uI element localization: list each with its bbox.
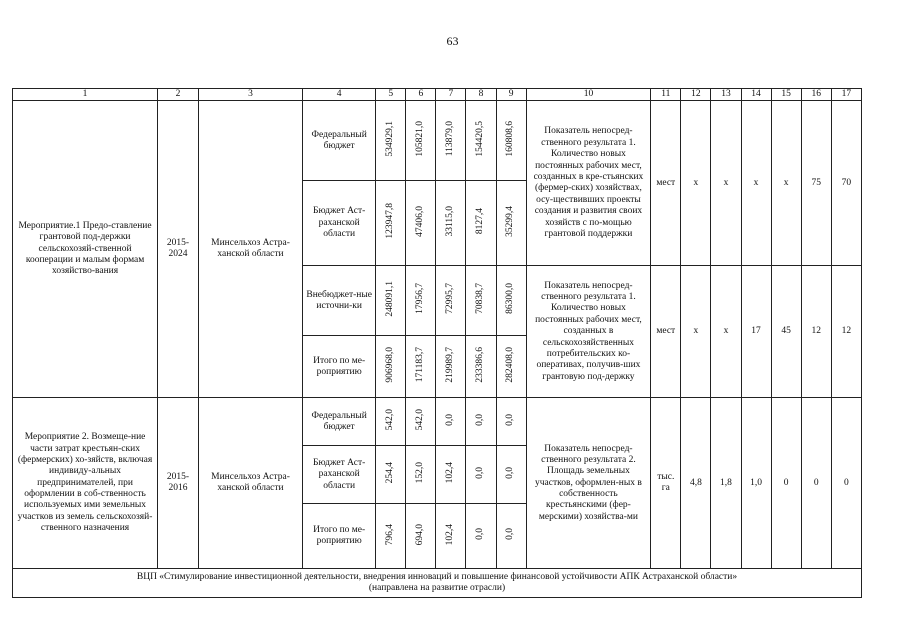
amount-year: 86300,0 — [505, 283, 516, 315]
amount-total: 906968,0 — [385, 346, 396, 383]
indicator-value: х — [681, 101, 711, 266]
amount-year: 102,4 — [445, 523, 456, 545]
indicator-value: 70 — [831, 101, 861, 266]
col-header: 12 — [681, 89, 711, 101]
funding-source: Федеральный бюджет — [303, 398, 376, 446]
amount-year: 152,0 — [415, 462, 426, 484]
col-header: 9 — [496, 89, 526, 101]
amount-total: 534929,1 — [385, 120, 396, 157]
measure1-name: Мероприятие.1 Предо-ставление грантовой под-держки сельскохозяй-ственной кооперации и малым формам хозяйство-вания — [13, 101, 158, 398]
col-header: 14 — [741, 89, 771, 101]
measure1-executor: Минсельхоз Астра-ханской области — [198, 101, 302, 398]
indicator-value: 0 — [801, 398, 831, 569]
col-header: 10 — [526, 89, 651, 101]
amount-year: 17956,7 — [415, 283, 426, 315]
page-number: 63 — [446, 34, 459, 48]
amount-year: 0,0 — [475, 466, 486, 479]
amount-year: 0,0 — [475, 528, 486, 541]
indicator-value: 0 — [771, 398, 801, 569]
col-header: 1 — [13, 89, 158, 101]
amount-total: 796,4 — [385, 523, 396, 545]
col-header: 7 — [436, 89, 466, 101]
amount-year: 219989,7 — [445, 346, 456, 383]
col-header: 17 — [831, 89, 861, 101]
program-table — [12, 88, 862, 598]
amount-year: 102,4 — [445, 462, 456, 484]
amount-year: 8127,4 — [475, 208, 486, 235]
col-header: 6 — [406, 89, 436, 101]
indicator-value: х — [771, 101, 801, 266]
indicator-unit: тыс. га — [651, 398, 681, 569]
amount-total: 542,0 — [385, 409, 396, 431]
amount-year: 33115,0 — [445, 205, 456, 237]
indicator-unit: мест — [651, 101, 681, 266]
indicator-value: 45 — [771, 266, 801, 398]
amount-year: 35299,4 — [505, 205, 516, 237]
indicator-text: Показатель непосред-ственного результата 2. Площадь земельных участков, оформлен-ных в собственность крестьянскими (фер-мерскими) хозяйства-ми — [526, 398, 651, 569]
amount-year: 70838,7 — [475, 283, 486, 315]
amount-year: 0,0 — [505, 466, 516, 479]
measure2-name: Мероприятие 2. Возмеще-ние части затрат крестьян-ских (фермерских) хо-зяйств, включая индивиду-альных предпринимателей, при оформлении в соб-ственность используемых ими земельных участков из земель сельскохозяй-ственного назначения — [13, 398, 158, 569]
funding-source: Итого по ме-роприятию — [303, 336, 376, 398]
amount-year: 113879,0 — [445, 121, 456, 157]
amount-year: 105821,0 — [415, 120, 426, 157]
amount-year: 47406,0 — [415, 205, 426, 237]
col-header: 16 — [801, 89, 831, 101]
amount-year: 233386,6 — [475, 346, 486, 383]
amount-year: 282408,0 — [505, 346, 516, 383]
measure1-period: 2015-2024 — [158, 101, 199, 398]
table-row — [13, 398, 862, 446]
funding-source: Итого по ме-роприятию — [303, 504, 376, 569]
funding-source: Федеральный бюджет — [303, 101, 376, 181]
amount-year: 0,0 — [445, 413, 456, 426]
program-note: (направлена на развитие отрасли) — [368, 583, 506, 594]
col-header: 5 — [376, 89, 406, 101]
amount-year: 542,0 — [415, 409, 426, 431]
table-row — [13, 101, 862, 181]
indicator-value: 12 — [831, 266, 861, 398]
indicator-value: 75 — [801, 101, 831, 266]
footer-row — [13, 569, 862, 598]
indicator-unit: мест — [651, 266, 681, 398]
program-title: ВЦП «Стимулирование инвестиционной деятельности, внедрения инноваций и повышение финансовой устойчивости АПК Астраханской области» — [136, 572, 738, 582]
indicator-value: 17 — [741, 266, 771, 398]
amount-year: 72995,7 — [445, 283, 456, 315]
col-header: 15 — [771, 89, 801, 101]
amount-total: 254,4 — [385, 462, 396, 484]
col-header: 13 — [711, 89, 741, 101]
col-header: 8 — [466, 89, 496, 101]
column-number-row — [13, 89, 862, 101]
col-header: 2 — [158, 89, 199, 101]
indicator-text: Показатель непосред-ственного результата 1. Количество новых постоянных рабочих мест, созданных в кре-стьянских (фермер-ских) хозяйствах, осу-ществивших проекты создания и развития своих хозяйств с по-мощью грантовой поддержки — [526, 101, 651, 266]
amount-year: 154420,5 — [475, 120, 486, 157]
measure2-period: 2015-2016 — [158, 398, 199, 569]
measure2-executor: Минсельхоз Астра-ханской области — [198, 398, 302, 569]
col-header: 4 — [303, 89, 376, 101]
indicator-value: 12 — [801, 266, 831, 398]
indicator-value: 1,8 — [711, 398, 741, 569]
indicator-value: х — [741, 101, 771, 266]
funding-source: Бюджет Аст-раханской области — [303, 181, 376, 266]
amount-total: 123947,8 — [385, 203, 396, 239]
amount-year: 160808,6 — [505, 120, 516, 157]
amount-total: 248091,1 — [385, 280, 396, 317]
indicator-value: х — [711, 266, 741, 398]
amount-year: 694,0 — [415, 523, 426, 545]
amount-year: 171183,7 — [415, 347, 426, 383]
amount-year: 0,0 — [505, 413, 516, 426]
indicator-value: 0 — [831, 398, 861, 569]
col-header: 11 — [651, 89, 681, 101]
indicator-value: х — [681, 266, 711, 398]
amount-year: 0,0 — [505, 528, 516, 541]
funding-source: Внебюджет-ные источни-ки — [303, 266, 376, 336]
amount-year: 0,0 — [475, 413, 486, 426]
col-header: 3 — [198, 89, 302, 101]
funding-source: Бюджет Аст-раханской области — [303, 446, 376, 504]
indicator-value: 1,0 — [741, 398, 771, 569]
indicator-text: Показатель непосред-ственного результата 1. Количество новых постоянных рабочих мест, созданных в сельскохозяйственных потребительских ко-оперативах, получив-ших грантовую под-держку — [526, 266, 651, 398]
indicator-value: х — [711, 101, 741, 266]
indicator-value: 4,8 — [681, 398, 711, 569]
